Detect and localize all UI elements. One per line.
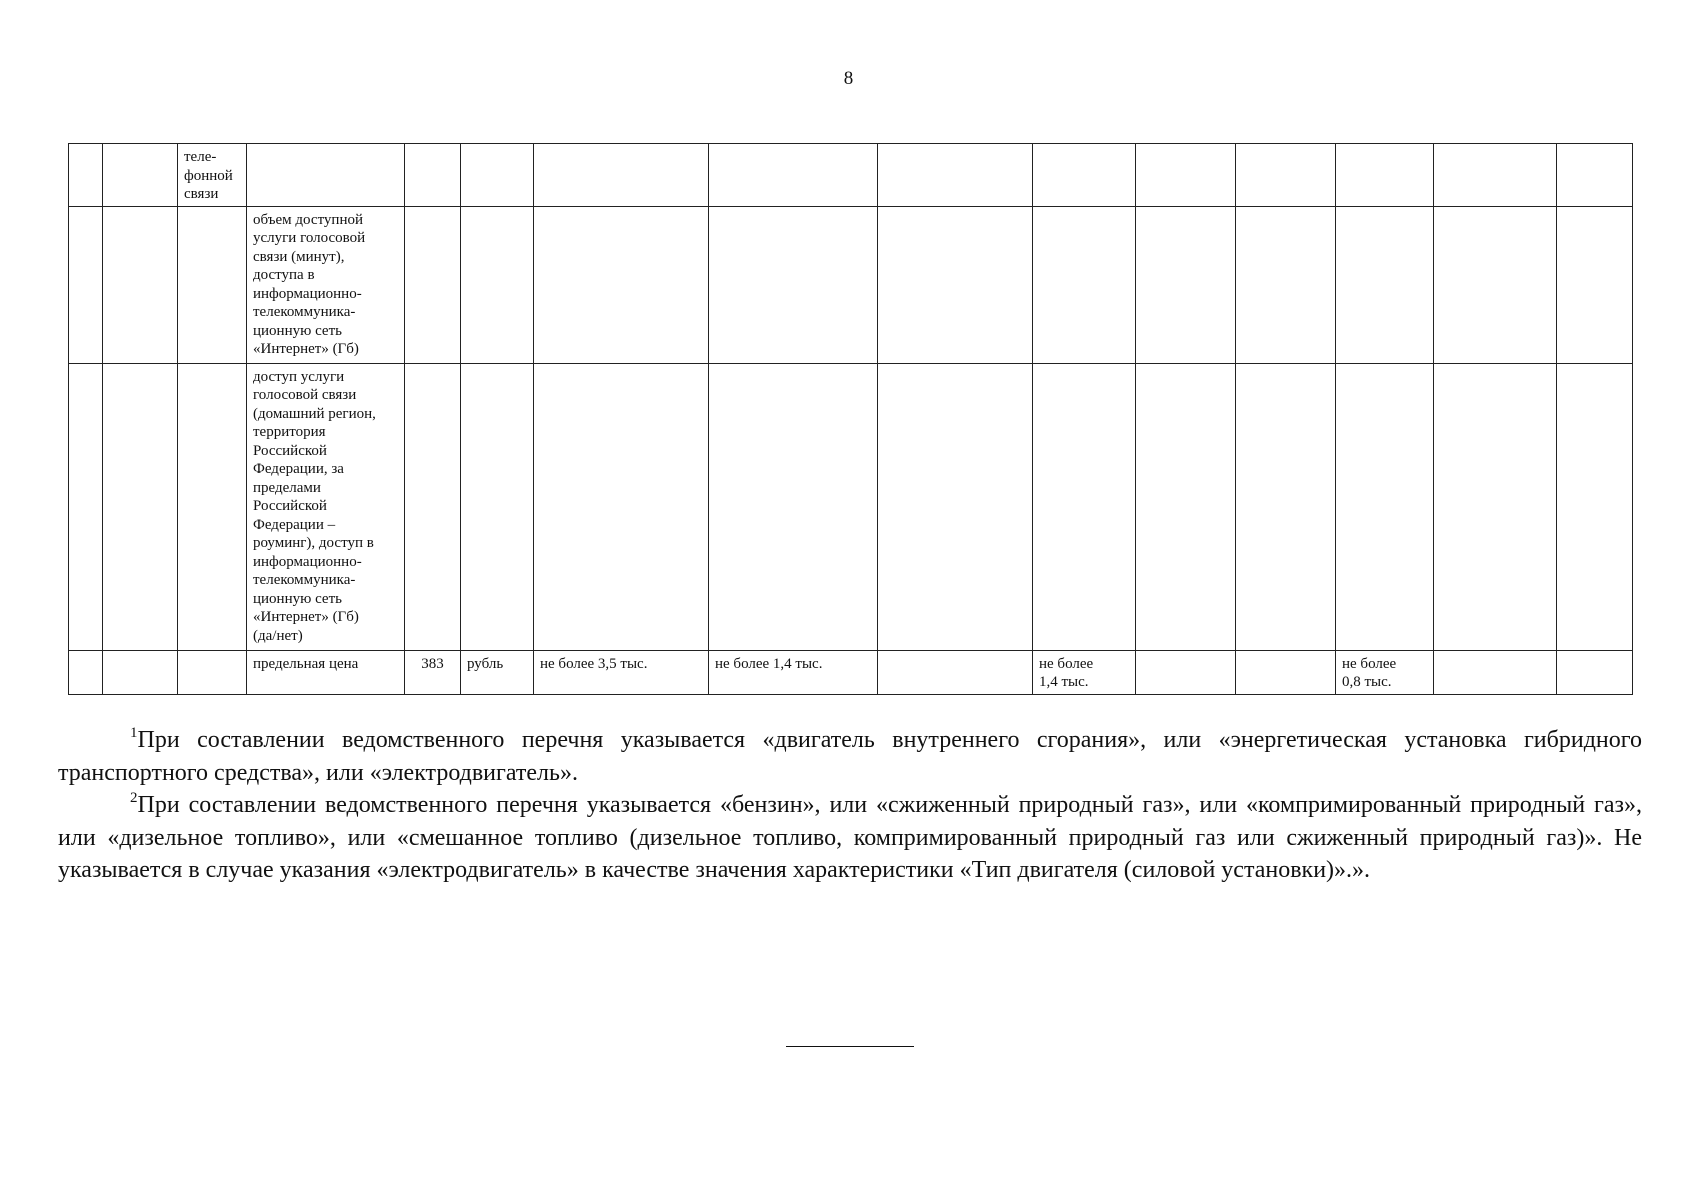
table-cell — [405, 144, 461, 207]
table-cell — [103, 650, 178, 694]
table-row — [69, 144, 1633, 207]
table-cell — [878, 206, 1033, 363]
table-cell — [178, 363, 247, 650]
table-cell — [405, 206, 461, 363]
table-row — [69, 650, 1633, 694]
table-cell — [103, 144, 178, 207]
table-cell — [534, 206, 709, 363]
table-cell — [534, 363, 709, 650]
table-cell — [1434, 144, 1557, 207]
table-cell — [1136, 363, 1236, 650]
table-cell — [1136, 206, 1236, 363]
table-row — [69, 206, 1633, 363]
table-cell — [69, 144, 103, 207]
table-cell — [1557, 206, 1633, 363]
footnote-text: При составлении ведомственного перечня указывается «бензин», или «сжиженный природный газ», или «компримированный природный газ», или «дизельное топливо», или «смешанное топливо (дизельное топливо, компримированный природный газ или сжиженный природный газ)». Не указывается в случае указания «электродвигатель» в качестве значения характеристики «Тип двигателя (силовой установки)».». — [58, 792, 1642, 883]
table-cell — [69, 206, 103, 363]
table-cell — [69, 363, 103, 650]
table-cell — [1557, 650, 1633, 694]
table-cell: 383 — [405, 650, 461, 694]
table-cell — [534, 144, 709, 207]
table-cell — [1136, 144, 1236, 207]
table-cell — [1136, 650, 1236, 694]
table-cell — [103, 206, 178, 363]
table-cell — [709, 206, 878, 363]
table-cell — [878, 650, 1033, 694]
footnote-text: При составлении ведомственного перечня указывается «двигатель внутреннего сгорания», или «энергетическая установка гибридного транспортного средства», или «электродвигатель». — [58, 727, 1642, 786]
table-cell: не более 0,8 тыс. — [1336, 650, 1434, 694]
table-cell — [1033, 363, 1136, 650]
table-cell — [709, 363, 878, 650]
table-cell — [103, 363, 178, 650]
table-cell: рубль — [461, 650, 534, 694]
table-cell — [461, 206, 534, 363]
table-cell — [1434, 650, 1557, 694]
table-cell: не более 1,4 тыс. — [709, 650, 878, 694]
end-divider — [786, 1046, 914, 1047]
table-cell — [178, 650, 247, 694]
table-cell — [1033, 144, 1136, 207]
table-cell — [1236, 144, 1336, 207]
table-cell — [405, 363, 461, 650]
page-number: 8 — [843, 68, 854, 89]
footnote-mark: 2 — [130, 790, 138, 806]
table-cell: теле- фонной связи — [178, 144, 247, 207]
footnote-mark: 1 — [130, 725, 138, 741]
table-row — [69, 363, 1633, 650]
table-cell — [878, 363, 1033, 650]
table-cell — [878, 144, 1033, 207]
table-cell — [461, 363, 534, 650]
table-cell — [69, 650, 103, 694]
table-cell — [1336, 206, 1434, 363]
table-cell — [1557, 363, 1633, 650]
table-cell: доступ услуги голосовой связи (домашний регион, территория Российской Федерации, за пределами Российской Федерации – роуминг), доступ в информационно- телекоммуника- ционную сеть «Интернет» (Гб) (да/нет) — [247, 363, 405, 650]
characteristics-table — [68, 143, 1633, 695]
table-cell — [1434, 363, 1557, 650]
footnote-2 — [58, 789, 1642, 887]
table-cell — [709, 144, 878, 207]
table-cell — [247, 144, 405, 207]
table-cell — [1236, 206, 1336, 363]
table-cell — [1336, 144, 1434, 207]
footnotes — [58, 724, 1642, 887]
table-cell — [1434, 206, 1557, 363]
table-cell: не более 1,4 тыс. — [1033, 650, 1136, 694]
table-cell: не более 3,5 тыс. — [534, 650, 709, 694]
table-cell — [1033, 206, 1136, 363]
table-cell: предельная цена — [247, 650, 405, 694]
table-cell: объем доступной услуги голосовой связи (минут), доступа в информационно- телекоммуника- ционную сеть «Интернет» (Гб) — [247, 206, 405, 363]
footnote-1 — [58, 724, 1642, 789]
table-cell — [178, 206, 247, 363]
table-cell — [1236, 650, 1336, 694]
table-cell — [1236, 363, 1336, 650]
table-cell — [1557, 144, 1633, 207]
table-cell — [1336, 363, 1434, 650]
table-cell — [461, 144, 534, 207]
